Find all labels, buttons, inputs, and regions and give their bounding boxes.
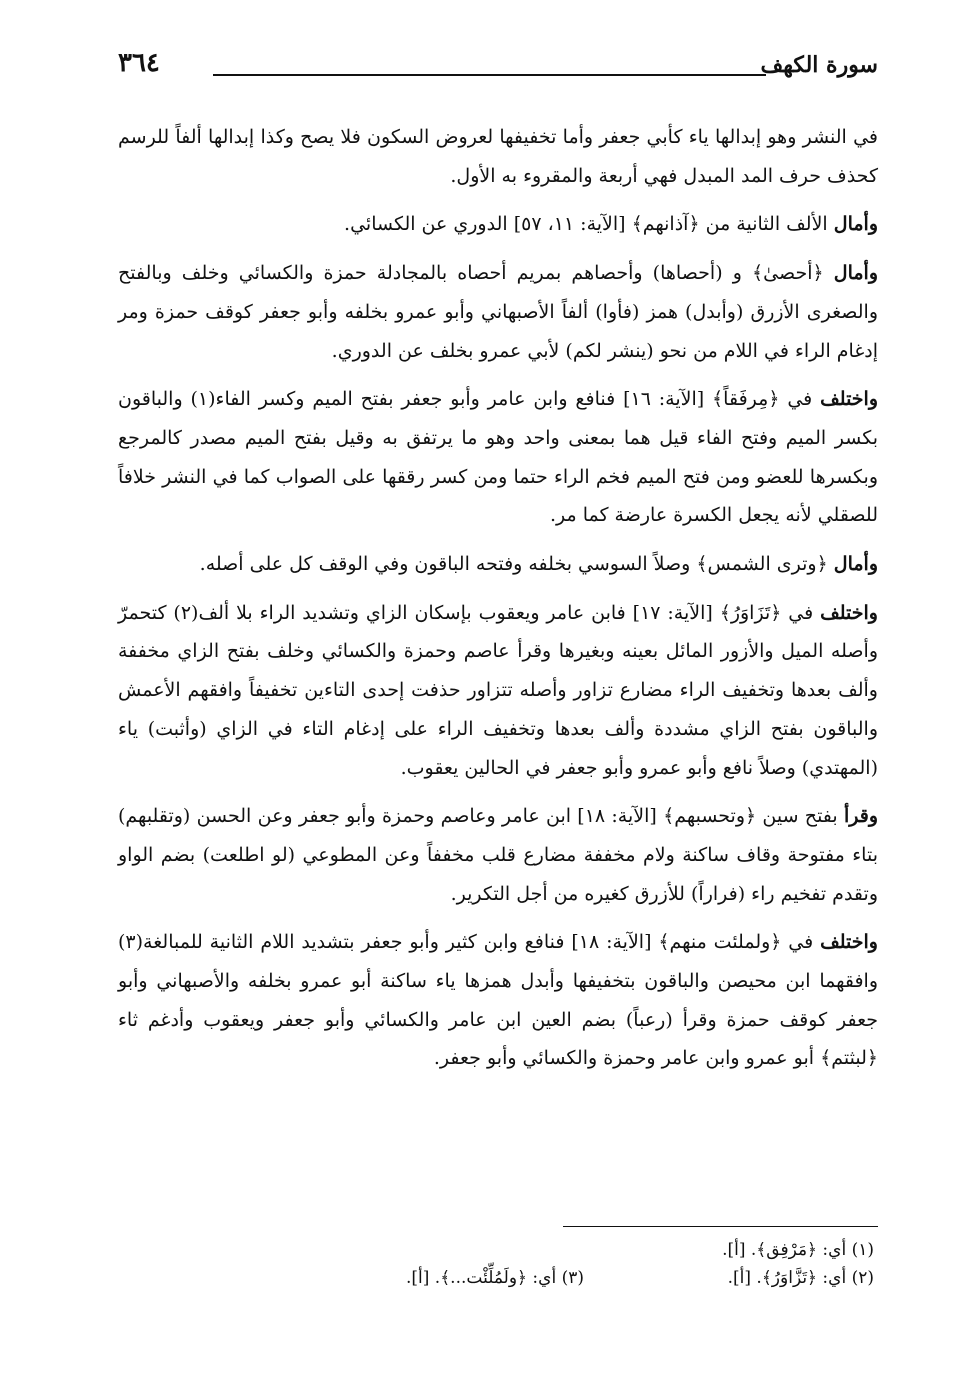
paragraph-text: في ﴿تَزَاوَرُ﴾ [الآية: ١٧] فابن عامر ويعقوب بإسكان الزاي وتشديد الراء بلا ألف(٢) كتحمرّ وأصله الميل والأزور المائل بعينه وبغيرها وقرأ عاصم وحمزة والكسائي وخلف بفتح الزاي مخففة وألف بعدها وتخفيف الراء مضارع تزاور وأصله تتزاور حذفت إحدى التاءين تخفيفاً وافقهم الأعمش والباقون بفتح الزاي مشددة وألف بعدها وتخفيف الراء على إدغام التاء في الزاي (وأثبت) ياء (المهتدي) وصلاً نافع وأبو عمرو وأبو جعفر في الحالين يعقوب. — [118, 601, 878, 779]
paragraph-lead: واختلف — [820, 388, 878, 411]
paragraph-lead: واختلف — [820, 931, 878, 954]
page-header — [118, 48, 878, 88]
paragraph-lead: وأمال — [833, 262, 878, 285]
surah-title: سورة الكهف — [760, 52, 878, 78]
paragraph-text: الألف الثانية من ﴿آذانهم﴾ [الآية: ١١، ٥٧] الدوري عن الكسائي. — [344, 213, 828, 236]
paragraph-text: في ﴿ولملئت منهم﴾ [الآية: ١٨] فنافع وابن كثير وأبو جعفر بتشديد اللام الثانية للمبالغة(٣) وافقهما ابن محيصن والباقون بتخفيفها وأبدل همزها ياء ساكنة أبو عمرو بخلفه والأصبهاني وأبو جعفر كوقف حمزة وقرأ (رعباً) بضم العين ابن عامر والكسائي وأبو جعفر ويعقوب وأدغم ثاء ﴿لبثتم﴾ أبو عمرو وابن عامر وحمزة والكسائي وأبو جعفر. — [118, 931, 878, 1070]
paragraph-text: ﴿وترى الشمس﴾ وصلاً السوسي بخلفه وفتحه الباقون وفي الوقف كل على أصله. — [199, 553, 828, 576]
paragraph-lead: وأمال — [833, 553, 878, 576]
main-text — [118, 118, 878, 1088]
paragraph-text: بفتح سين ﴿وتحسبهم﴾ [الآية: ١٨] ابن عامر وعاصم وحمزة وأبو جعفر وعن الحسن (وتقلبهم) بتاء مفتوحة وقاف ساكنة ولام مخففة مضارع قلب مخففاً وعن المطوعي (لو اطلعت) بضم الواو وتقدم تفخيم راء (فراراً) للأزرق كغيره من أجل التكرير. — [118, 805, 878, 905]
paragraph-text: في النشر وهو إبدالها ياء كأبي جعفر وأما تخفيفها لعروض السكون فلا يصح وكذا إبدالها ألفاً للرسم كحذف حرف المد المبدل فهي أربعة والمقروء به الأول. — [118, 126, 878, 187]
paragraph — [118, 118, 878, 195]
footnote-rule — [563, 1226, 878, 1227]
paragraph-text: في ﴿مِرفَقاً﴾ [الآية: ١٦] فنافع وابن عامر وأبو جعفر بفتح الميم وكسر الفاء(١) والباقون بكسر الميم وفتح الفاء قيل هما بمعنى واحد وهو ما يرتفق به وقيل بفتح الميم مصدر كالمرجع وبكسرها للعضو ومن فتح الميم فخم الراء حتما ومن كسر رققها على الصواب كما في النشر خلافاً للصقلي لأنه يجعل الكسرة عارضة كما مر. — [118, 388, 878, 527]
footnotes — [214, 1234, 874, 1304]
paragraph-lead: وأمال — [833, 213, 878, 236]
paragraph — [118, 545, 878, 584]
paragraph — [118, 254, 878, 370]
header-rule — [213, 74, 766, 76]
footnote-1: (١) أي: ﴿مَرْفِق﴾. [أ]. — [722, 1240, 874, 1260]
paragraph-lead: واختلف — [820, 601, 878, 624]
paragraph — [118, 797, 878, 913]
paragraph — [118, 594, 878, 788]
page-number: ٣٦٤ — [118, 48, 160, 78]
paragraph — [118, 380, 878, 535]
paragraph — [118, 205, 878, 244]
footnote-3: (٣) أي: ﴿ولَمُلِّئْت...﴾. [أ]. — [406, 1268, 584, 1288]
paragraph-text: ﴿أحصىٰ﴾ و (أحصاها) وأحصاهم بمريم أحصاه بالمجادلة حمزة والكسائي وخلف وبالفتح والصغرى الأزرق (وأبدل) همز (فأوا) ألفاً الأصبهاني وأبو عمرو بخلفه وأبو جعفر كوقف حمزة ومر إدغام الراء في اللام من نحو (ينشر لكم) لأبي عمرو بخلف عن الدوري. — [118, 262, 878, 362]
paragraph — [118, 923, 878, 1078]
paragraph-lead: وقرأ — [843, 805, 879, 828]
footnote-2: (٢) أي: ﴿تَزَّاوَرُ﴾. [أ]. — [727, 1268, 874, 1288]
